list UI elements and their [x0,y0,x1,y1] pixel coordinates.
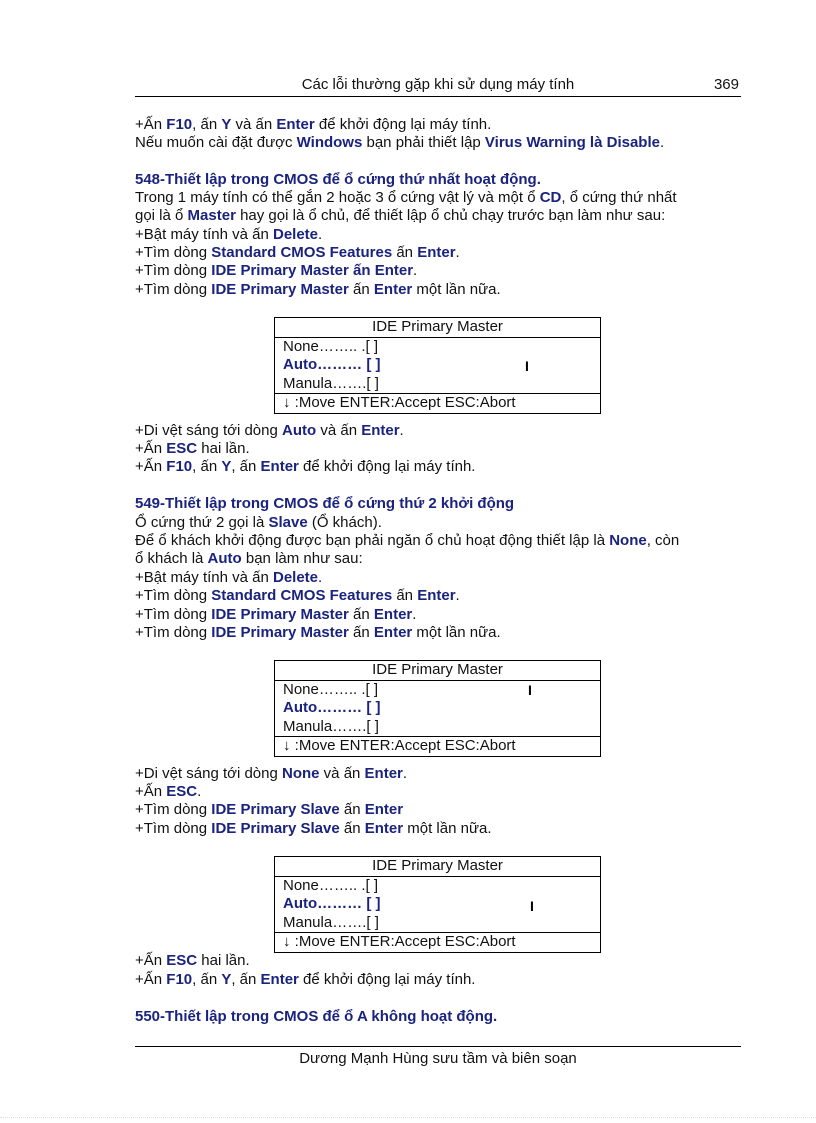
bios-option-none: None…….. .[ ] [283,337,379,355]
bios-option-none: None…….. .[ ] [283,680,379,698]
text-line: +Tìm dòng Standard CMOS Features ấn Enter. [135,587,460,604]
bios-option-none: None…….. .[ ] [283,876,379,894]
section-heading-548: 548-Thiết lập trong CMOS để ổ cứng thứ nhất hoạt động. [135,171,541,188]
text-line: +Ấn ESC hai lần. [135,952,250,969]
text-line: +Tìm dòng IDE Primary Master ấn Enter. [135,606,417,623]
text-line: Trong 1 máy tính có thể gắn 2 hoặc 3 ổ cứng vật lý và một ổ CD, ổ cứng thứ nhất [135,189,677,206]
text-line: +Bật máy tính và ấn Delete. [135,569,323,586]
text-cursor-icon: I [530,898,534,914]
text-line: +Ấn F10, ấn Y và ấn Enter để khởi động lại máy tính. [135,116,492,133]
text-line: +Tìm dòng Standard CMOS Features ấn Enter. [135,244,460,261]
text-line: Để ổ khách khởi động được bạn phải ngăn ổ chủ hoạt động thiết lập là None, còn [135,532,680,549]
text-line: +Bật máy tính và ấn Delete. [135,226,323,243]
bios-box-title: IDE Primary Master [275,857,600,877]
text-cursor-icon: I [528,682,532,698]
section-heading-549: 549-Thiết lập trong CMOS để ổ cứng thứ 2 khởi động [135,495,515,512]
text-line: +Di vệt sáng tới dòng None và ấn Enter. [135,765,408,782]
text-line: Nếu muốn cài đặt được Windows bạn phải thiết lập Virus Warning là Disable. [135,134,665,151]
text-line: +Tìm dòng IDE Primary Master ấn Enter một lần nữa. [135,281,501,298]
bios-box-footer: ↓ :Move ENTER:Accept ESC:Abort [275,393,600,413]
page-edge-divider [0,1117,816,1118]
header-title: Các lỗi thường gặp khi sử dụng máy tính [301,76,575,93]
bios-menu-box [274,856,601,953]
bios-option-manual: Manula…….[ ] [283,374,379,392]
text-line: +Tìm dòng IDE Primary Master ấn Enter. [135,262,418,279]
text-line: +Di vệt sáng tới dòng Auto và ấn Enter. [135,422,404,439]
text-cursor-icon: I [525,358,529,374]
text-line: +Tìm dòng IDE Primary Slave ấn Enter một lần nữa. [135,820,492,837]
bios-menu-box [274,660,601,757]
text-line: Ổ cứng thứ 2 gọi là Slave (Ổ khách). [135,514,382,531]
text-line: +Tìm dòng IDE Primary Master ấn Enter một lần nữa. [135,624,501,641]
text-line: ổ khách là Auto bạn làm như sau: [135,550,363,567]
bios-option-manual: Manula…….[ ] [283,913,379,931]
text-line: +Ấn F10, ấn Y, ấn Enter để khởi động lại máy tính. [135,971,476,988]
bios-box-footer: ↓ :Move ENTER:Accept ESC:Abort [275,736,600,756]
text-line: +Ấn ESC. [135,783,202,800]
bios-box-footer: ↓ :Move ENTER:Accept ESC:Abort [275,932,600,952]
page-number: 369 [713,76,739,93]
page-footer: Dương Mạnh Hùng sưu tầm và biên soạn [135,1046,741,1067]
bios-option-auto: Auto……… [ ] [283,699,381,716]
text-line: +Ấn F10, ấn Y, ấn Enter để khởi động lại máy tính. [135,458,476,475]
bios-option-auto: Auto……… [ ] [283,356,381,373]
bios-option-manual: Manula…….[ ] [283,717,379,735]
bios-box-title: IDE Primary Master [275,318,600,338]
text-line: +Tìm dòng IDE Primary Slave ấn Enter [135,801,404,818]
bios-box-title: IDE Primary Master [275,661,600,681]
text-line: gọi là ổ Master hay gọi là ổ chủ, để thiết lập ổ chủ chạy trước bạn làm như sau: [135,207,666,224]
section-heading-550: 550-Thiết lập trong CMOS để ổ A không hoạt động. [135,1008,498,1025]
text-line: +Ấn ESC hai lần. [135,440,250,457]
bios-option-auto: Auto……… [ ] [283,895,381,912]
page-header [135,76,741,97]
bios-menu-box [274,317,601,414]
